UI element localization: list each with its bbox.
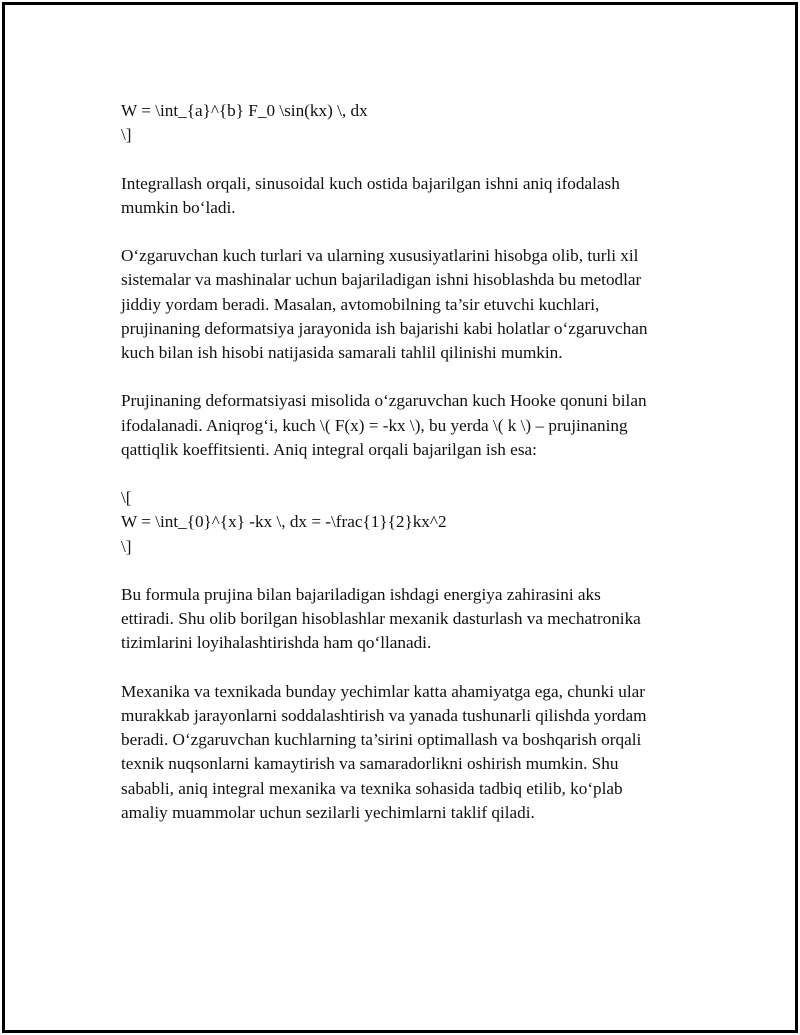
- formula-block-1: [121, 99, 691, 147]
- document-page: [2, 2, 798, 1033]
- text-line: Integrallash orqali, sinusoidal kuch ostida bajarilgan ishni aniq ifodalash: [121, 173, 620, 193]
- document-body: [121, 99, 691, 849]
- paragraph-conclusion: [121, 680, 691, 825]
- text-line: tizimlarini loyihalashtirishda ham qo‘llanadi.: [121, 633, 432, 653]
- text-line: W = \int_{0}^{x} -kx \, dx = -\frac{1}{2}kx^2: [121, 512, 447, 532]
- paragraph-hooke-law: [121, 389, 691, 462]
- text-line: qattiqlik koeffitsienti. Aniq integral orqali bajarilgan ish esa:: [121, 439, 537, 459]
- text-line: sistemalar va mashinalar uchun bajariladigan ishni hisoblashda bu metodlar: [121, 270, 642, 290]
- text-line: O‘zgaruvchan kuch turlari va ularning xususiyatlarini hisobga olib, turli xil: [121, 246, 639, 266]
- text-line: texnik nuqsonlarni kamaytirish va samaradorlikni oshirish mumkin. Shu: [121, 754, 619, 774]
- formula-block-2: [121, 486, 691, 559]
- text-line: ifodalanadi. Aniqrog‘i, kuch \( F(x) = -kx \), bu yerda \( k \) – prujinaning: [121, 415, 628, 435]
- text-line: amaliy muammolar uchun sezilarli yechimlarni taklif qiladi.: [121, 802, 535, 822]
- text-line: ettiradi. Shu olib borilgan hisoblashlar mexanik dasturlash va mechatronika: [121, 609, 641, 629]
- text-line: kuch bilan ish hisobi natijasida samarali tahlil qilinishi mumkin.: [121, 343, 563, 362]
- paragraph-variable-force: [121, 244, 691, 365]
- text-line: W = \int_{a}^{b} F_0 \sin(kx) \, dx: [121, 101, 368, 120]
- text-line: murakkab jarayonlarni soddalashtirish va yanada tushunarli qilishda yordam: [121, 705, 647, 725]
- text-line: \]: [121, 125, 132, 145]
- text-line: sababli, aniq integral mexanika va texnika sohasida tadbiq etilib, ko‘plab: [121, 778, 623, 798]
- text-line: Mexanika va texnikada bunday yechimlar katta ahamiyatga ega, chunki ular: [121, 681, 646, 701]
- text-line: Prujinaning deformatsiyasi misolida o‘zgaruvchan kuch Hooke qonuni bilan: [121, 391, 647, 411]
- paragraph-spring-energy: [121, 583, 691, 656]
- text-line: jiddiy yordam beradi. Masalan, avtomobilning ta’sir etuvchi kuchlari,: [121, 294, 600, 314]
- text-line: Bu formula prujina bilan bajariladigan ishdagi energiya zahirasini aks: [121, 584, 601, 604]
- text-line: \[: [121, 488, 132, 508]
- text-line: mumkin bo‘ladi.: [121, 197, 236, 217]
- paragraph-integration-summary: [121, 172, 691, 220]
- text-line: prujinaning deformatsiya jarayonida ish bajarishi kabi holatlar o‘zgaruvchan: [121, 318, 648, 338]
- text-line: beradi. O‘zgaruvchan kuchlarning ta’sirini optimallash va boshqarish orqali: [121, 730, 642, 750]
- text-line: \]: [121, 536, 132, 556]
